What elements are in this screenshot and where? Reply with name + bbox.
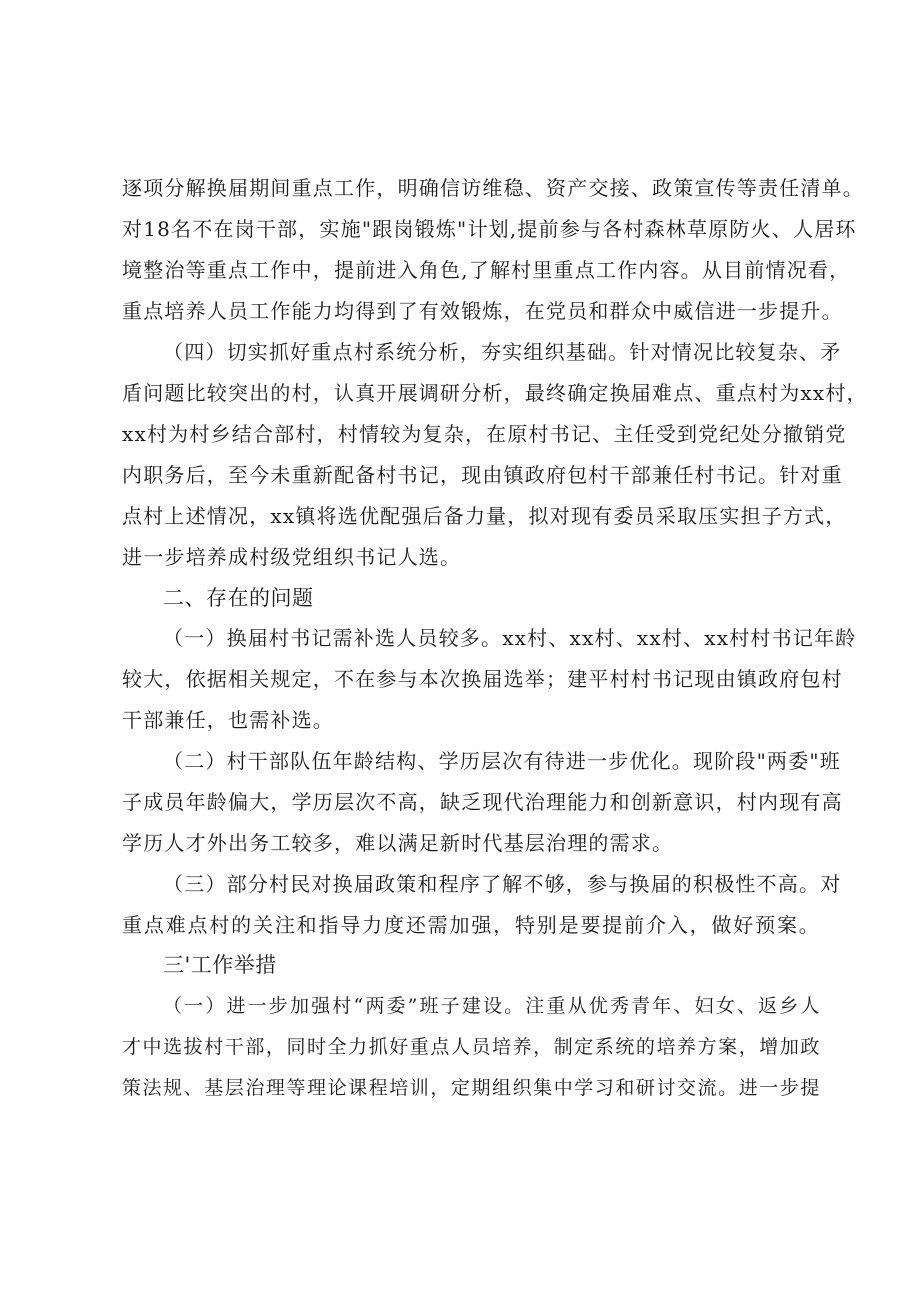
paragraph-line: 内职务后，至今未重新配备村书记，现由镇政府包村干部兼任村书记。针对重 <box>122 463 843 487</box>
paragraph-line: 学历人才外出务工较多，难以满足新时代基层治理的需求。 <box>122 831 674 855</box>
paragraph-line: （三）部分村民对换届政策和程序了解不够，参与换届的积极性不高。对 <box>163 872 842 896</box>
paragraph-line: 进一步培养成村级党组织书记人选。 <box>122 545 462 569</box>
paragraph-line: 重点培养人员工作能力均得到了有效锻炼，在党员和群众中威信进一步提升。 <box>122 299 843 323</box>
paragraph-line: （一）换届村书记需补选人员较多。xx村、xx村、xx村、xx村村书记年龄 <box>163 626 857 650</box>
section-heading: 二、存在的问题 <box>163 586 314 610</box>
paragraph-line: （一）进一步加强村“两委”班子建设。注重从优秀青年、妇女、返乡人 <box>163 995 820 1017</box>
paragraph-line: 点村上述情况，xx镇将选优配强后备力量，拟对现有委员采取压实担子方式， <box>122 504 847 528</box>
paragraph-line: 子成员年龄偏大，学历层次不高，缺乏现代治理能力和创新意识，村内现有高 <box>122 790 843 814</box>
paragraph-line: 干部兼任，也需补选。 <box>122 708 334 732</box>
paragraph-line: （二）村干部队伍年龄结构、学历层次有待进一步优化。现阶段"两委"班 <box>163 749 841 773</box>
paragraph-line: （四）切实抓好重点村系统分析，夯实组织基础。针对情况比较复杂、矛 <box>163 340 842 364</box>
paragraph-line: 对18名不在岗干部，实施"跟岗锻炼"计划,提前参与各村森林草原防火、人居环 <box>122 217 857 241</box>
paragraph-line: xx村为村乡结合部村，村情较为复杂，在原村书记、主任受到党纪处分撤销党 <box>122 422 847 446</box>
section-heading: 三'工作举措 <box>163 953 277 977</box>
paragraph-line: 逐项分解换届期间重点工作，明确信访维稳、资产交接、政策宣传等责任清单。 <box>122 176 864 200</box>
paragraph-line: 策法规、基层治理等理论课程培训，定期组织集中学习和研讨交流。进一步提 <box>122 1077 820 1099</box>
paragraph-line: 才中选拔村干部，同时全力抓好重点人员培养，制定系统的培养方案，增加政 <box>122 1036 820 1058</box>
paragraph-line: 重点难点村的关注和指导力度还需加强，特别是要提前介入，做好预案。 <box>122 913 820 937</box>
paragraph-line: 较大，依据相关规定，不在参与本次换届选举；建平村村书记现由镇政府包村 <box>122 667 843 691</box>
paragraph-line: 盾问题比较突出的村，认真开展调研分析，最终确定换届难点、重点村为xx村， <box>122 381 868 405</box>
paragraph-line: 境整治等重点工作中，提前进入角色,了解村里重点工作内容。从目前情况看， <box>122 258 851 282</box>
